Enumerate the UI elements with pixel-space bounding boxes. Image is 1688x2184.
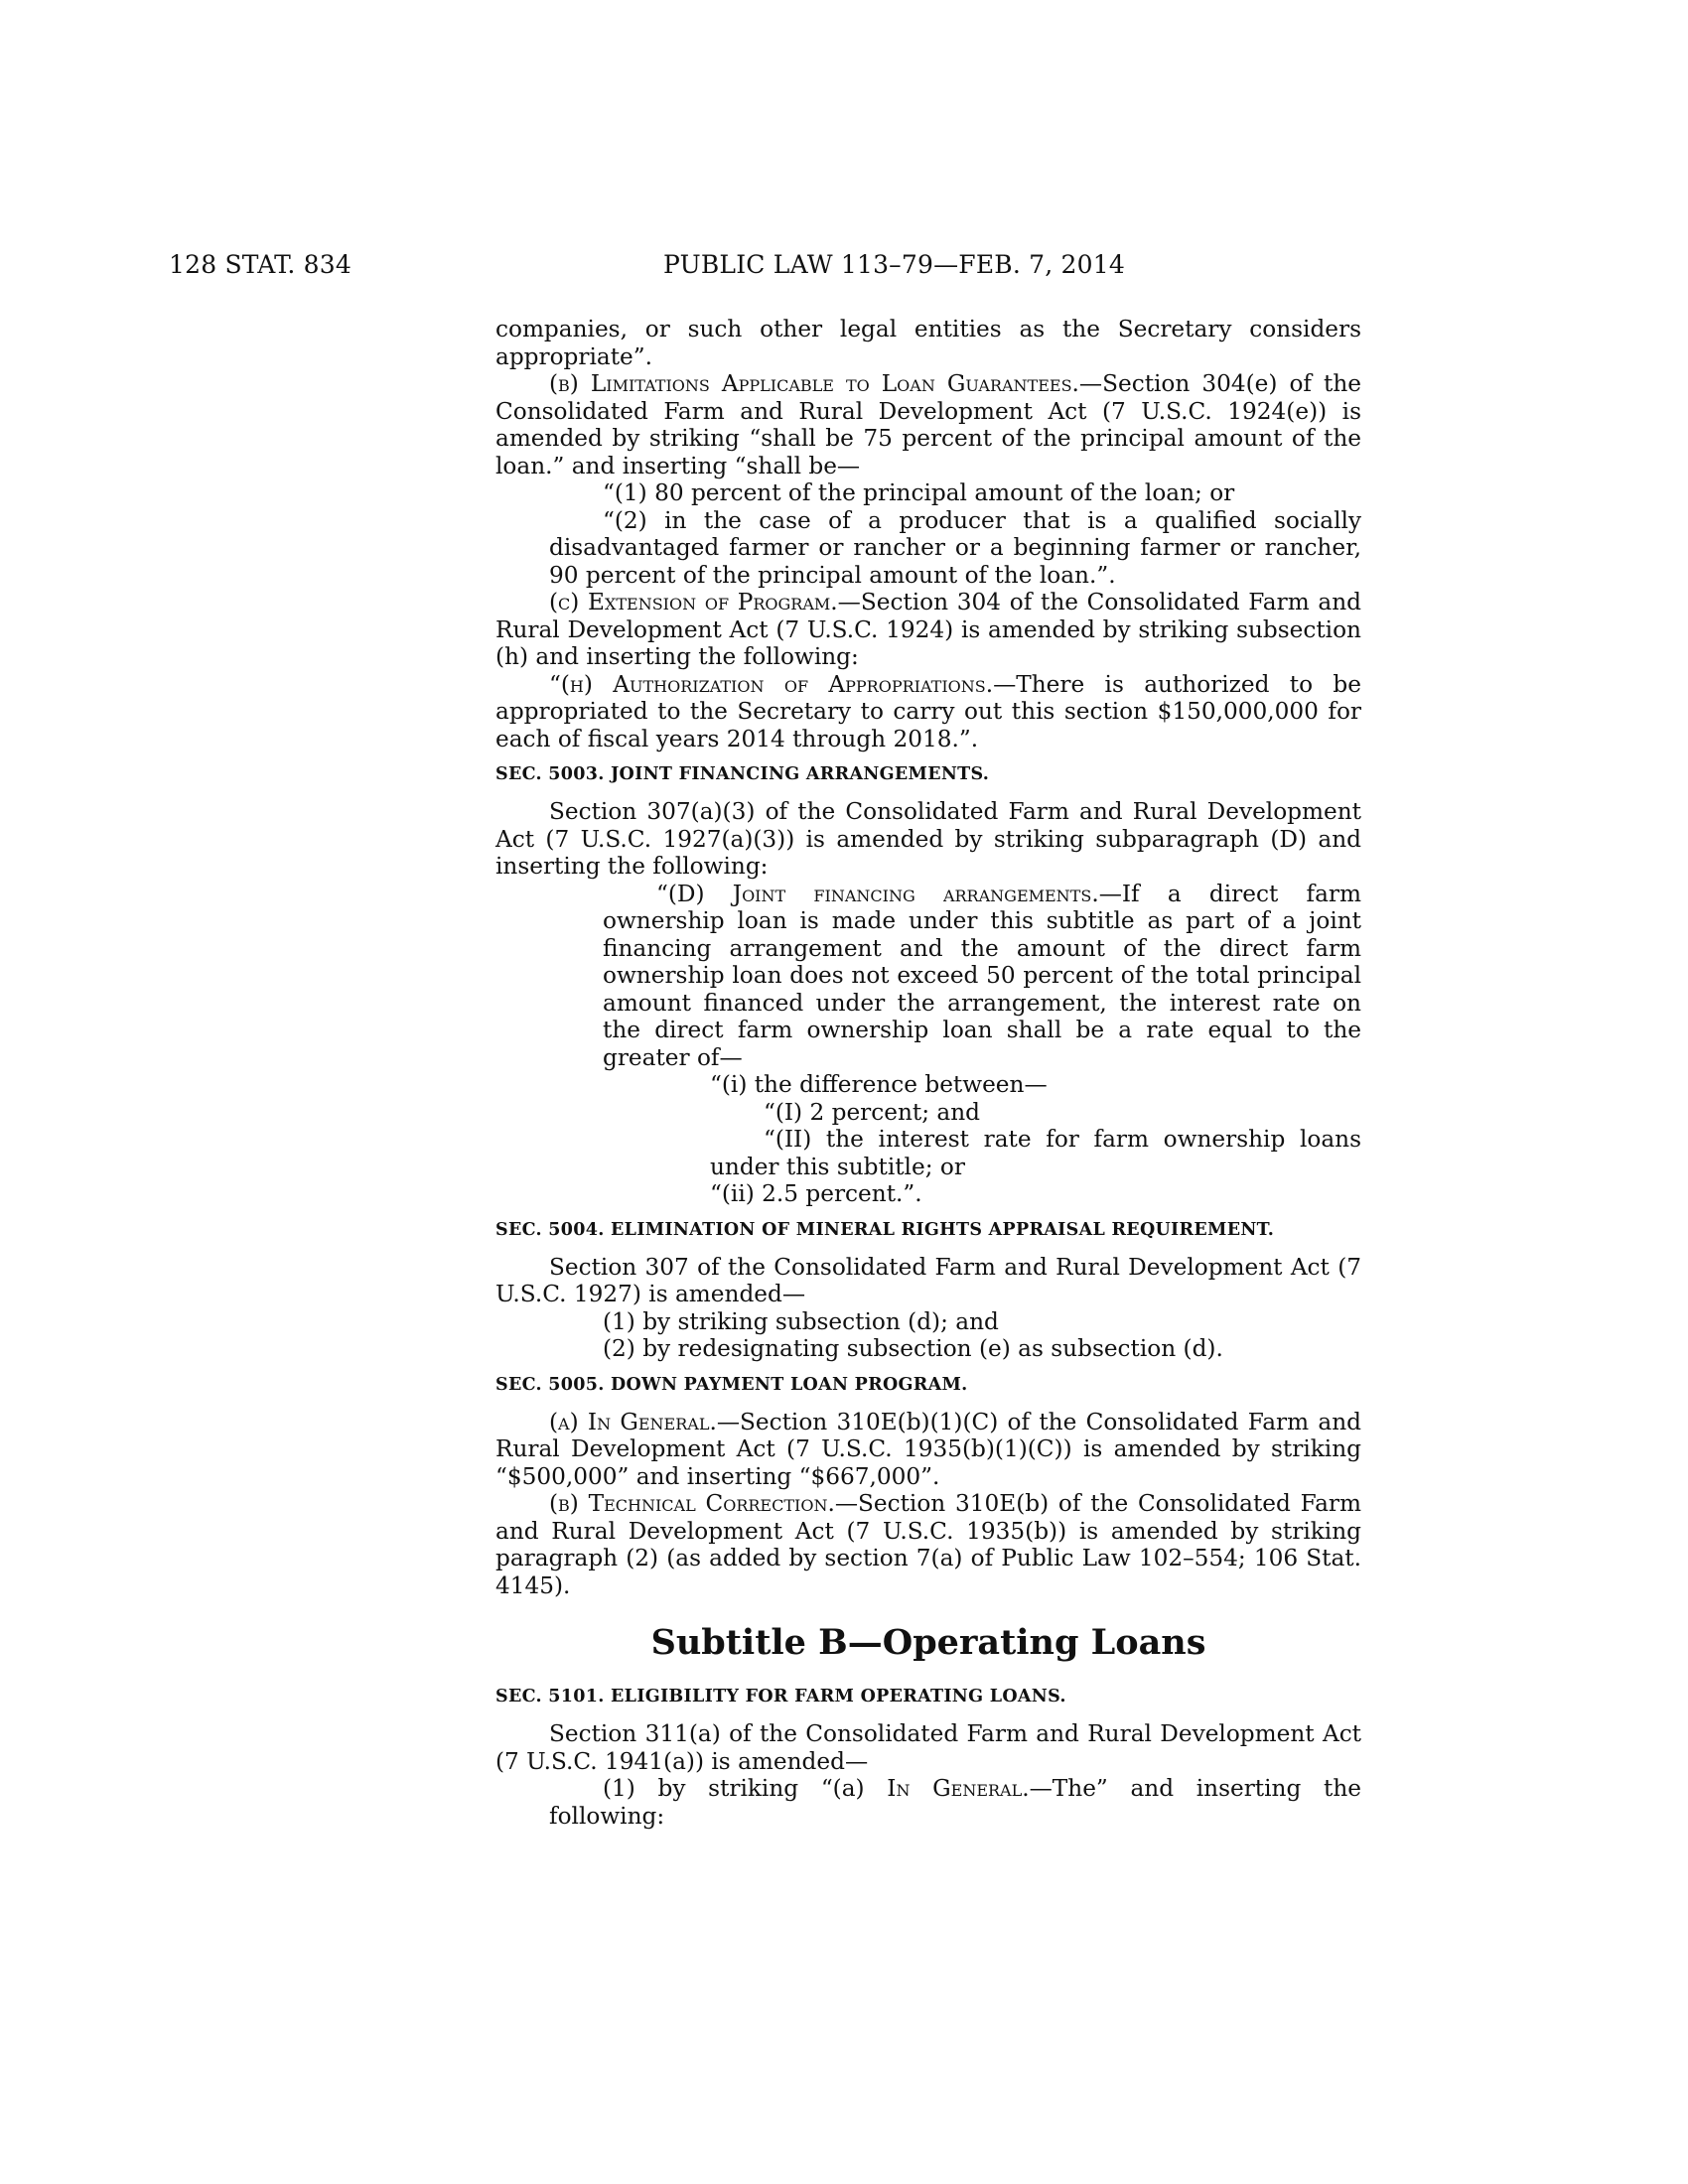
paragraph-clause-ii: “(ii) 2.5 percent.”.	[710, 1180, 922, 1207]
text-authorization: —There is authorized to be appropriated to the Secretary to carry out this section $150,000,000 for each of fiscal years 2014 through 2018.”.	[495, 670, 1361, 752]
text-extension: —Section 304 of the Consolidated Farm and Rural Development Act (7 U.S.C. 1924) is amended by striking subsection (h) and inserting the following:	[495, 589, 1361, 670]
subtitle-heading: Subtitle B—Operating Loans	[650, 1622, 1206, 1663]
paragraph-subclause-II: “(II) the interest rate for farm ownership loans under this subtitle; or	[710, 1126, 1361, 1180]
paragraph-companies: companies, or such other legal entities as the Secretary considers appropriate”.	[495, 316, 1361, 370]
paragraph-limitations-loan-guarantees	[495, 370, 1361, 479]
paragraph-joint-financing	[495, 881, 1361, 1072]
caption-in-general-quoted: In General.	[887, 1775, 1030, 1802]
text-striking-post: —The” and inserting the following:	[549, 1775, 1361, 1830]
paragraph-striking-in-general	[495, 1775, 1361, 1830]
text-joint-financing: —If a direct farm ownership loan is made under this subtitle as part of a joint financing arrangement and the amount of the direct farm ownership loan does not exceed 50 percent of the total principal amount financed under the arrangement, the interest rate on the direct farm ownership loan shall be a rate equal to the greater of—	[603, 880, 1362, 1071]
text-in-general: —Section 310E(b)(1)(C) of the Consolidated Farm and Rural Development Act (7 U.S.C. 1935(b)(1)(C)) is amended by striking “$500,000” and inserting “$667,000”.	[495, 1408, 1361, 1490]
section-heading-5005: SEC. 5005. DOWN PAYMENT LOAN PROGRAM.	[495, 1374, 968, 1395]
paragraph-item-2: “(2) in the case of a producer that is a qualified socially disadvantaged farmer or rancher or a beginning farmer or rancher, 90 percent of the principal amount of the loan.”.	[549, 506, 1361, 589]
document-body	[495, 316, 1361, 1830]
public-law-title: PUBLIC LAW 113–79—FEB. 7, 2014	[663, 250, 1125, 279]
caption-in-general: (a) In General.	[549, 1408, 717, 1435]
paragraph-extension-of-program	[495, 589, 1361, 671]
paragraph-section-307a3: Section 307(a)(3) of the Consolidated Farm and Rural Development Act (7 U.S.C. 1927(a)(3)) is amended by striking subparagraph (D) and inserting the following:	[495, 798, 1361, 880]
text-technical-correction: —Section 310E(b) of the Consolidated Farm and Rural Development Act (7 U.S.C. 1935(b)) is amended by striking paragraph (2) (as added by section 7(a) of Public Law 102–554; 106 Stat. 4145).	[495, 1490, 1362, 1599]
text-limitations: —Section 304(e) of the Consolidated Farm and Rural Development Act (7 U.S.C. 1924(e)) is amended by striking “shall be 75 percent of the principal amount of the loan.” and inserting “shall be—	[495, 370, 1361, 479]
paragraph-in-general-5005	[495, 1409, 1361, 1491]
caption-limitations: (b) Limitations Applicable to Loan Guarantees.	[549, 370, 1079, 397]
caption-technical-correction: (b) Technical Correction.	[549, 1490, 835, 1517]
page-header	[169, 250, 1370, 290]
paragraph-section-311a: Section 311(a) of the Consolidated Farm and Rural Development Act (7 U.S.C. 1941(a)) is amended—	[495, 1720, 1361, 1775]
caption-extension: (c) Extension of Program.	[549, 589, 838, 615]
paragraph-redesignating-subsection-e: (2) by redesignating subsection (e) as subsection (d).	[603, 1335, 1223, 1362]
paragraph-striking-subsection-d: (1) by striking subsection (d); and	[603, 1307, 999, 1335]
section-heading-5004: SEC. 5004. ELIMINATION OF MINERAL RIGHTS APPRAISAL REQUIREMENT.	[495, 1219, 1275, 1240]
section-heading-5003: SEC. 5003. JOINT FINANCING ARRANGEMENTS.	[495, 764, 990, 784]
paragraph-subclause-I: “(I) 2 percent; and	[764, 1098, 980, 1126]
stat-reference: 128 STAT. 834	[169, 250, 352, 279]
paragraph-item-1: “(1) 80 percent of the principal amount of the loan; or	[603, 479, 1235, 506]
paragraph-section-307: Section 307 of the Consolidated Farm and Rural Development Act (7 U.S.C. 1927) is amended—	[495, 1253, 1361, 1307]
paragraph-technical-correction	[495, 1490, 1361, 1599]
caption-authorization: “(h) Authorization of Appropriations.	[549, 670, 994, 698]
text-striking-pre: (1) by striking “(a)	[603, 1775, 888, 1802]
paragraph-authorization	[495, 671, 1361, 753]
paragraph-clause-i: “(i) the difference between—	[710, 1071, 1048, 1098]
caption-joint-financing: “(D) Joint financing arrangements.	[656, 880, 1099, 907]
section-heading-5101: SEC. 5101. ELIGIBILITY FOR FARM OPERATING LOANS.	[495, 1687, 1066, 1706]
